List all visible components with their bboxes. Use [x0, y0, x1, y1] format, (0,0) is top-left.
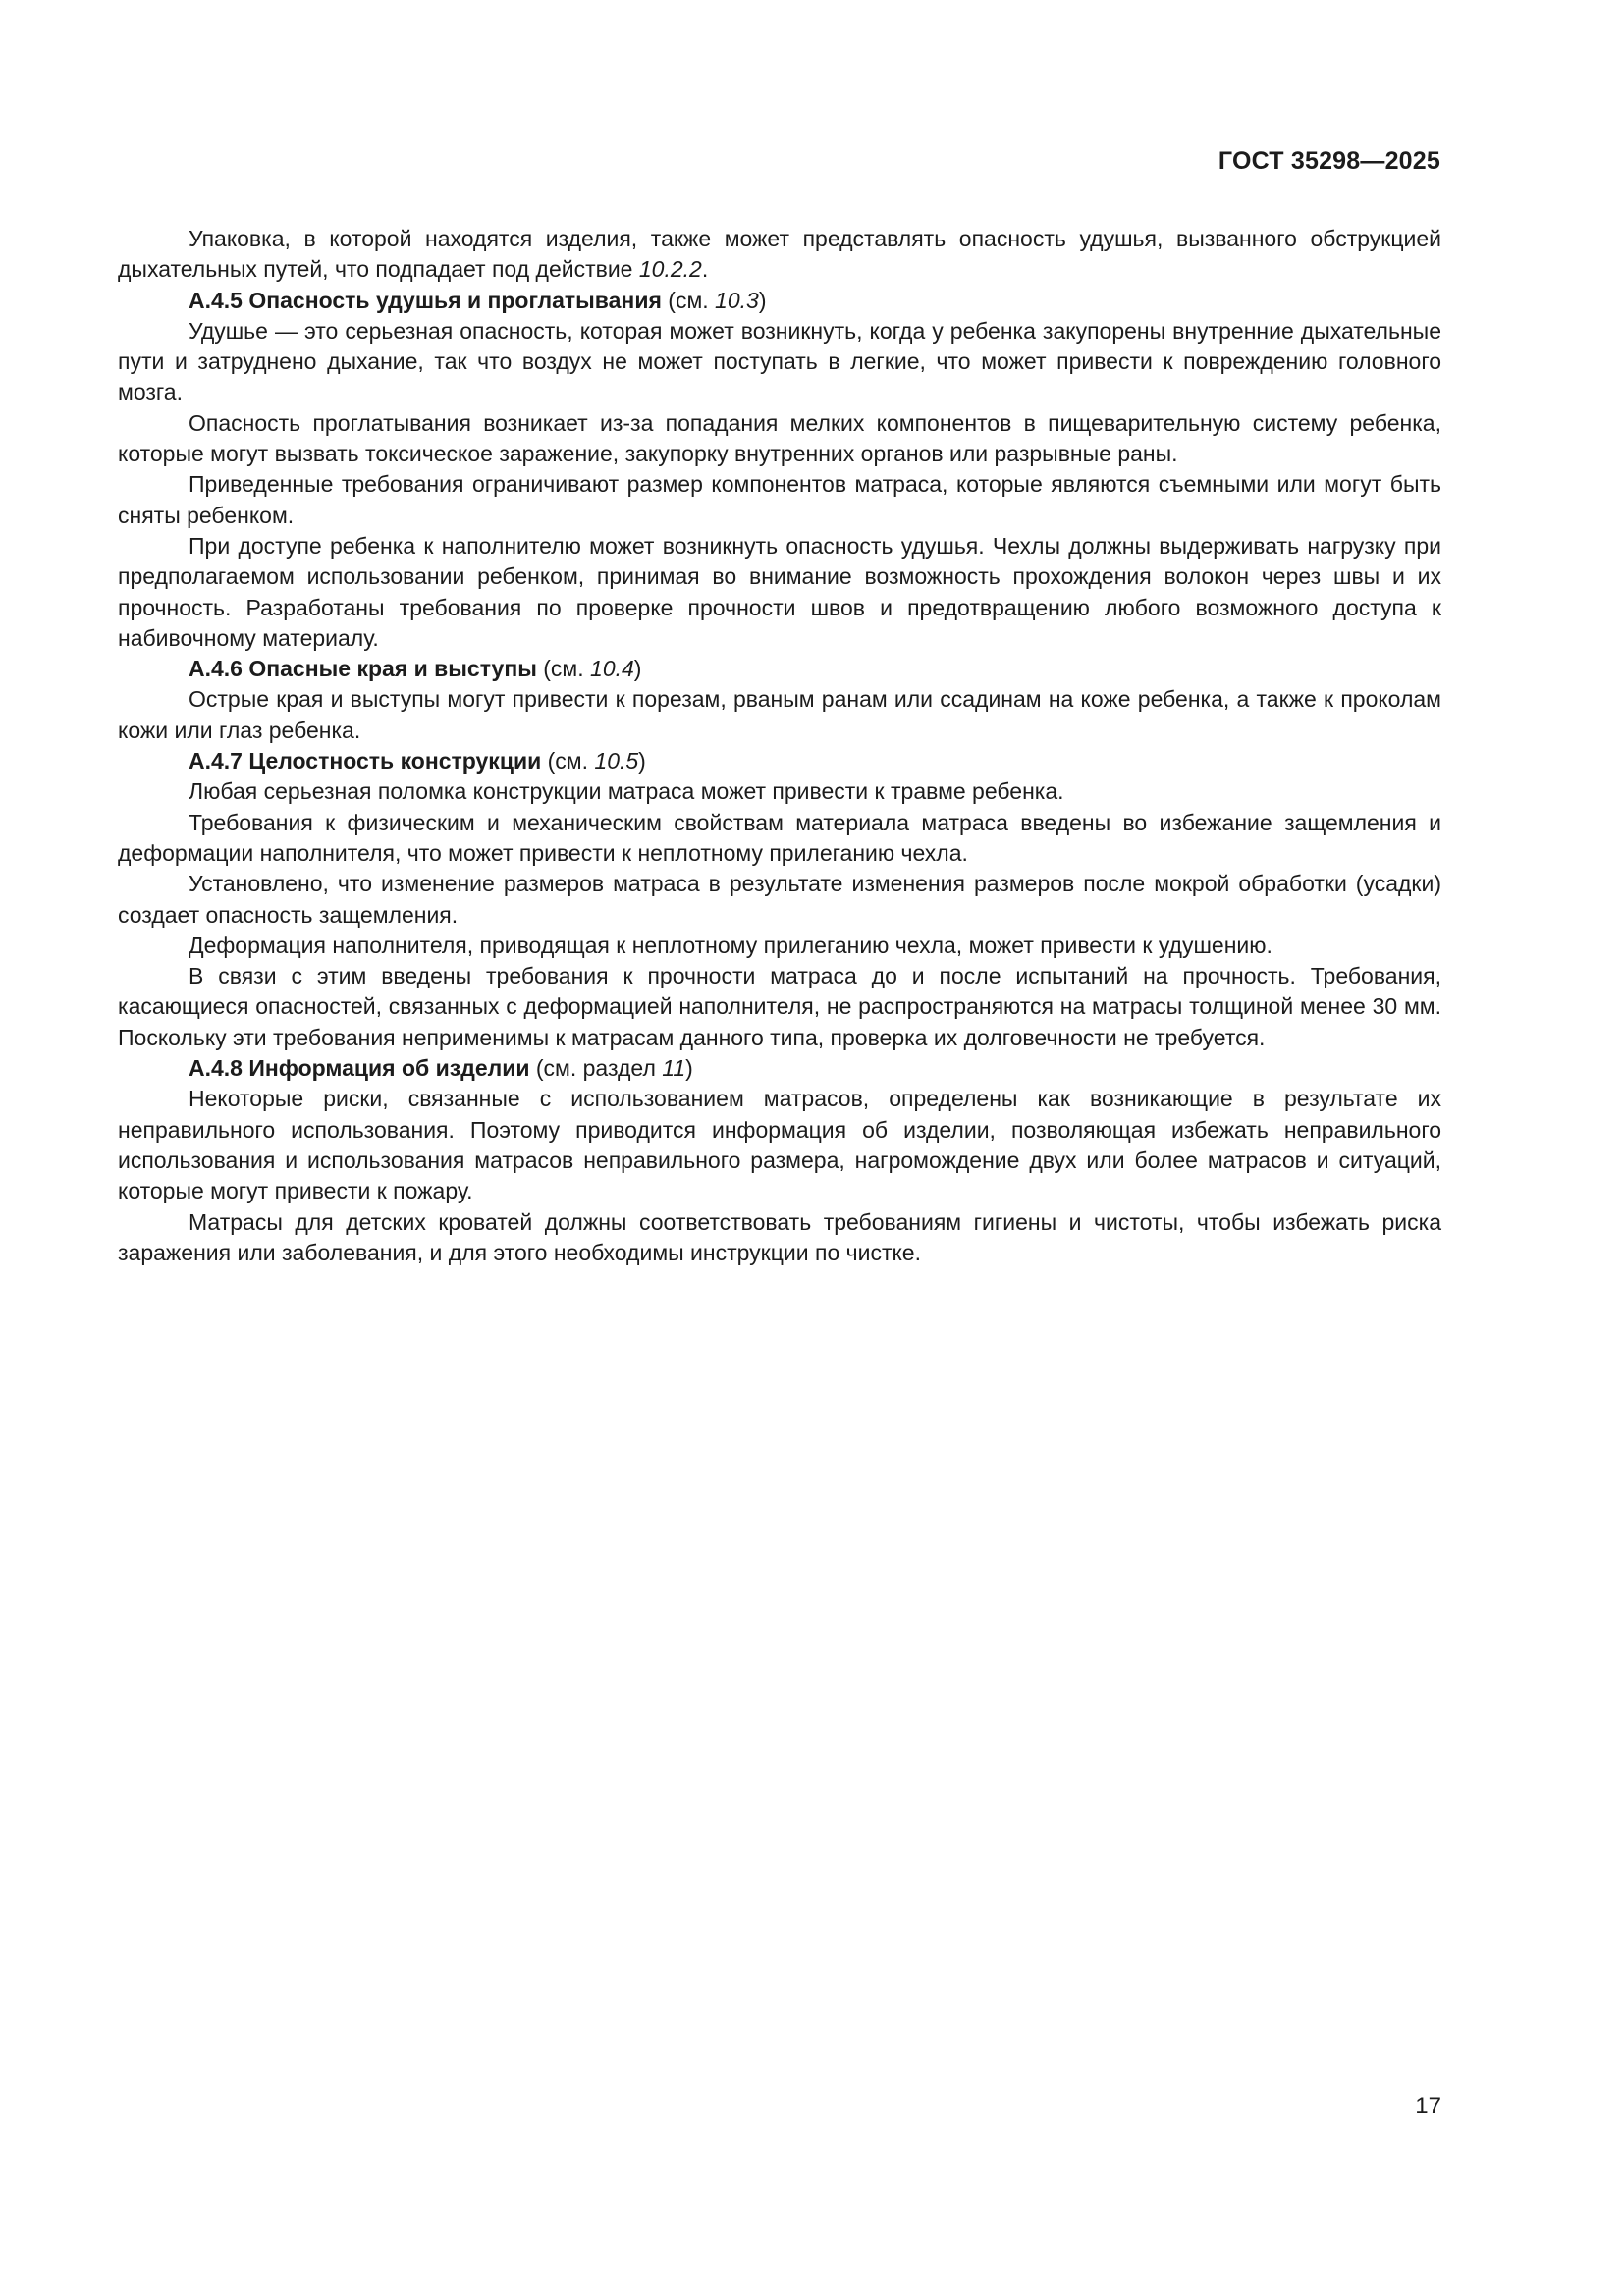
paragraph: Установлено, что изменение размеров матраса в результате изменения размеров после мокрой обработки (усадки) создает опасность защемления. [118, 871, 1441, 928]
paragraph: Деформация наполнителя, приводящая к неплотному прилеганию чехла, может привести к удушению. [189, 932, 1272, 958]
section-ref-suffix: ) [685, 1055, 693, 1082]
section-title: А.4.7 Целостность конструкции [189, 748, 542, 774]
section-heading-a47 [118, 746, 1441, 776]
document-body [118, 224, 1441, 1268]
paragraph: Требования к физическим и механическим свойствам материала матраса введены во избежание защемления и деформации наполнителя, что может привести к неплотному прилеганию чехла. [118, 809, 1441, 866]
clause-reference: 11 [662, 1055, 686, 1082]
paragraph: Матрасы для детских кроватей должны соответствовать требованиям гигиены и чистоты, чтобы избежать риска заражения или заболевания, и для этого необходимы инструкции по чистке. [118, 1208, 1441, 1265]
section-heading-a48 [118, 1053, 1441, 1084]
paragraph: Удушье — это серьезная опасность, которая может возникнуть, когда у ребенка закупорены внутренние дыхательные пути и затруднено дыхание, так что воздух не может поступать в легкие, что может привести к повреждению головного мозга. [118, 317, 1441, 405]
clause-reference: 10.4 [590, 656, 634, 682]
paragraph: Острые края и выступы могут привести к порезам, рваным ранам или ссадинам на коже ребенка, а также к проколам кожи или глаз ребенка. [118, 686, 1441, 743]
section-title: А.4.5 Опасность удушья и проглатывания [189, 287, 662, 313]
section-heading-a45 [118, 286, 1441, 316]
clause-reference: 10.3 [715, 287, 759, 313]
paragraph: В связи с этим введены требования к прочности матраса до и после испытаний на прочность. Требования, касающиеся опасностей, связанных с деформацией наполнителя, не распространяются на матрасы толщиной менее 30 мм. Поскольку эти требования неприменимы к матрасам данного типа, проверка их долговечности не требуется. [118, 963, 1441, 1050]
paragraph-text: Упаковка, в которой находятся изделия, также может представлять опасность удушья, вызванного обструкцией дыхательных путей, что подпадает под действие [118, 226, 1441, 283]
section-title: А.4.8 Информация об изделии [189, 1055, 530, 1082]
clause-reference: 10.2.2 [638, 256, 702, 283]
document-id-header: ГОСТ 35298—2025 [1218, 147, 1440, 175]
paragraph: Опасность проглатывания возникает из-за попадания мелких компонентов в пищеварительную систему ребенка, которые могут вызвать токсическое заражение, закупорку внутренних органов или разрывные раны. [118, 409, 1441, 467]
paragraph: При доступе ребенка к наполнителю может возникнуть опасность удушья. Чехлы должны выдерживать нагрузку при предполагаемом использовании ребенком, принимая во внимание возможность прохождения волокон через швы и их прочность. Разработаны требования по проверке прочности швов и предотвращению любого возможного доступа к набивочному материалу. [118, 532, 1441, 651]
section-ref-suffix: ) [758, 287, 767, 313]
section-ref-suffix: ) [638, 748, 646, 774]
paragraph [118, 224, 1441, 286]
page-number: 17 [1415, 2093, 1441, 2119]
section-title: А.4.6 Опасные края и выступы [189, 656, 537, 682]
paragraph: Некоторые риски, связанные с использованием матрасов, определены как возникающие в результате их неправильного использования. Поэтому приводится информация об изделии, позволяющая избежать неправильного использования и использования матрасов неправильного размера, нагромождение двух или более матрасов и ситуаций, которые могут привести к пожару. [118, 1086, 1441, 1204]
section-ref-prefix: (см. [661, 287, 716, 313]
section-ref-suffix: ) [633, 656, 642, 682]
clause-reference: 10.5 [594, 748, 639, 774]
section-heading-a46 [118, 654, 1441, 684]
paragraph: Любая серьезная поломка конструкции матраса может привести к травме ребенка. [189, 778, 1064, 805]
section-ref-prefix: (см. [541, 748, 595, 774]
section-ref-prefix: (см. [536, 656, 591, 682]
paragraph: Приведенные требования ограничивают размер компонентов матраса, которые являются съемными или могут быть сняты ребенком. [118, 471, 1441, 528]
section-ref-prefix: (см. раздел [529, 1055, 663, 1082]
paragraph-text: . [701, 256, 709, 283]
